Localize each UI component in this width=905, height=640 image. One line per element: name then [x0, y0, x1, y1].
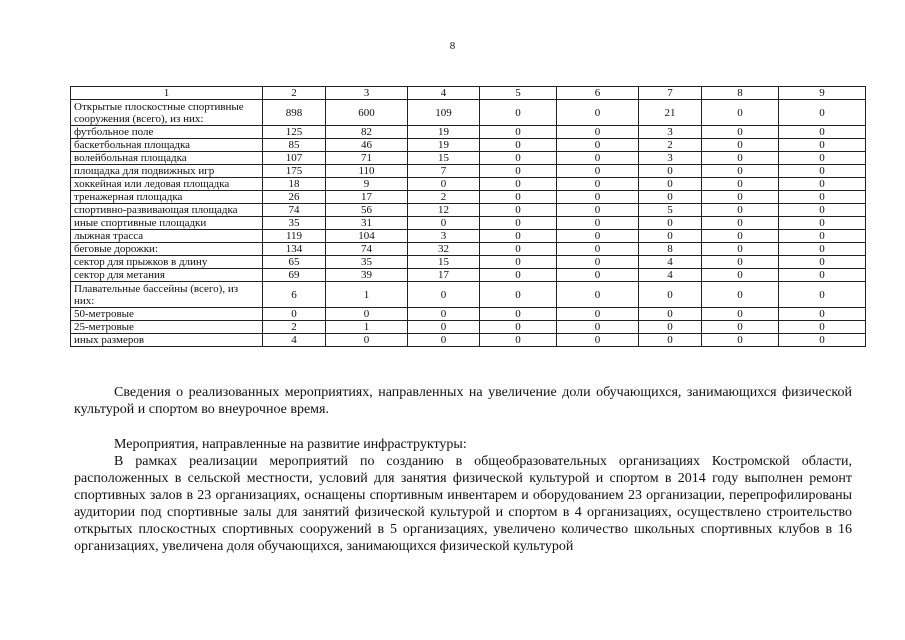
value-cell: 0	[480, 204, 557, 217]
value-cell: 0	[480, 334, 557, 347]
value-cell: 0	[639, 230, 702, 243]
value-cell: 0	[480, 230, 557, 243]
row-label: площадка для подвижных игр	[71, 165, 263, 178]
header-cell: 4	[408, 87, 480, 100]
table-row	[71, 256, 866, 269]
table-row	[71, 191, 866, 204]
value-cell: 0	[408, 178, 480, 191]
header-cell: 6	[557, 87, 639, 100]
value-cell: 6	[263, 282, 326, 308]
value-cell: 0	[408, 282, 480, 308]
table-row	[71, 334, 866, 347]
sports-facilities-table	[70, 86, 866, 347]
infrastructure-section	[74, 436, 852, 555]
value-cell: 4	[639, 269, 702, 282]
value-cell: 119	[263, 230, 326, 243]
table-row	[71, 308, 866, 321]
row-label: 50-метровые	[71, 308, 263, 321]
value-cell: 21	[639, 100, 702, 126]
value-cell: 74	[326, 243, 408, 256]
value-cell: 0	[779, 126, 866, 139]
value-cell: 0	[639, 308, 702, 321]
value-cell: 65	[263, 256, 326, 269]
value-cell: 0	[702, 126, 779, 139]
value-cell: 0	[779, 204, 866, 217]
value-cell: 0	[480, 269, 557, 282]
value-cell: 0	[480, 256, 557, 269]
value-cell: 0	[557, 191, 639, 204]
value-cell: 0	[480, 100, 557, 126]
value-cell: 0	[557, 256, 639, 269]
value-cell: 8	[639, 243, 702, 256]
value-cell: 0	[702, 152, 779, 165]
value-cell: 35	[326, 256, 408, 269]
value-cell: 74	[263, 204, 326, 217]
value-cell: 0	[557, 243, 639, 256]
value-cell: 0	[557, 178, 639, 191]
value-cell: 0	[779, 230, 866, 243]
value-cell: 2	[263, 321, 326, 334]
value-cell: 0	[480, 139, 557, 152]
value-cell: 0	[408, 321, 480, 334]
row-label: футбольное поле	[71, 126, 263, 139]
value-cell: 85	[263, 139, 326, 152]
value-cell: 19	[408, 139, 480, 152]
value-cell: 56	[326, 204, 408, 217]
value-cell: 15	[408, 256, 480, 269]
value-cell: 0	[639, 191, 702, 204]
value-cell: 17	[326, 191, 408, 204]
row-label: 25-метровые	[71, 321, 263, 334]
row-label: баскетбольная площадка	[71, 139, 263, 152]
value-cell: 0	[639, 282, 702, 308]
value-cell: 0	[779, 321, 866, 334]
value-cell: 15	[408, 152, 480, 165]
value-cell: 1	[326, 282, 408, 308]
header-cell: 1	[71, 87, 263, 100]
value-cell: 0	[702, 178, 779, 191]
value-cell: 104	[326, 230, 408, 243]
header-cell: 8	[702, 87, 779, 100]
row-label: Открытые плоскостные спортивные сооружения (всего), из них:	[71, 100, 263, 126]
value-cell: 0	[557, 282, 639, 308]
table-row	[71, 243, 866, 256]
value-cell: 134	[263, 243, 326, 256]
value-cell: 1	[326, 321, 408, 334]
value-cell: 0	[639, 165, 702, 178]
row-label: тренажерная площадка	[71, 191, 263, 204]
value-cell: 31	[326, 217, 408, 230]
value-cell: 0	[557, 308, 639, 321]
value-cell: 110	[326, 165, 408, 178]
row-label: иные спортивные площадки	[71, 217, 263, 230]
value-cell: 0	[557, 126, 639, 139]
value-cell: 0	[480, 152, 557, 165]
value-cell: 82	[326, 126, 408, 139]
row-label: лыжная трасса	[71, 230, 263, 243]
value-cell: 125	[263, 126, 326, 139]
value-cell: 0	[779, 178, 866, 191]
value-cell: 0	[702, 256, 779, 269]
table-row	[71, 282, 866, 308]
row-label: сектор для метания	[71, 269, 263, 282]
value-cell: 3	[639, 126, 702, 139]
value-cell: 0	[480, 308, 557, 321]
value-cell: 0	[326, 334, 408, 347]
header-cell: 3	[326, 87, 408, 100]
value-cell: 0	[557, 334, 639, 347]
value-cell: 9	[326, 178, 408, 191]
value-cell: 0	[702, 191, 779, 204]
value-cell: 0	[779, 282, 866, 308]
paragraph-text: Сведения о реализованных мероприятиях, направленных на увеличение доли обучающихся, занимающихся физической культурой и спортом во внеурочное время.	[74, 385, 852, 417]
value-cell: 0	[639, 217, 702, 230]
value-cell: 0	[408, 334, 480, 347]
value-cell: 46	[326, 139, 408, 152]
row-label: Плавательные бассейны (всего), из них:	[71, 282, 263, 308]
value-cell: 0	[480, 217, 557, 230]
value-cell: 0	[702, 230, 779, 243]
value-cell: 5	[639, 204, 702, 217]
value-cell: 0	[702, 308, 779, 321]
value-cell: 0	[702, 100, 779, 126]
row-label: хоккейная или ледовая площадка	[71, 178, 263, 191]
value-cell: 0	[779, 334, 866, 347]
value-cell: 18	[263, 178, 326, 191]
value-cell: 0	[480, 165, 557, 178]
value-cell: 0	[779, 152, 866, 165]
value-cell: 0	[639, 334, 702, 347]
table-row	[71, 100, 866, 126]
value-cell: 0	[557, 100, 639, 126]
table-header-row	[71, 87, 866, 100]
value-cell: 32	[408, 243, 480, 256]
value-cell: 0	[639, 178, 702, 191]
value-cell: 0	[702, 282, 779, 308]
table-row	[71, 321, 866, 334]
table-row	[71, 230, 866, 243]
table-row	[71, 178, 866, 191]
value-cell: 0	[480, 243, 557, 256]
value-cell: 69	[263, 269, 326, 282]
value-cell: 4	[639, 256, 702, 269]
value-cell: 0	[408, 217, 480, 230]
row-label: волейбольная площадка	[71, 152, 263, 165]
value-cell: 26	[263, 191, 326, 204]
header-cell: 5	[480, 87, 557, 100]
value-cell: 7	[408, 165, 480, 178]
value-cell: 0	[557, 321, 639, 334]
table-row	[71, 152, 866, 165]
table-row	[71, 165, 866, 178]
value-cell: 0	[557, 269, 639, 282]
value-cell: 0	[702, 243, 779, 256]
value-cell: 2	[639, 139, 702, 152]
table-row	[71, 126, 866, 139]
value-cell: 0	[480, 321, 557, 334]
value-cell: 0	[408, 308, 480, 321]
value-cell: 0	[557, 152, 639, 165]
value-cell: 0	[702, 139, 779, 152]
table-row	[71, 269, 866, 282]
value-cell: 600	[326, 100, 408, 126]
value-cell: 0	[779, 139, 866, 152]
value-cell: 12	[408, 204, 480, 217]
value-cell: 175	[263, 165, 326, 178]
header-cell: 2	[263, 87, 326, 100]
summary-paragraph	[74, 384, 852, 418]
table-row	[71, 139, 866, 152]
value-cell: 0	[779, 100, 866, 126]
value-cell: 0	[480, 126, 557, 139]
value-cell: 0	[557, 139, 639, 152]
value-cell: 0	[779, 165, 866, 178]
value-cell: 2	[408, 191, 480, 204]
value-cell: 0	[480, 282, 557, 308]
value-cell: 0	[557, 217, 639, 230]
row-label: беговые дорожки:	[71, 243, 263, 256]
value-cell: 0	[779, 217, 866, 230]
table-row	[71, 204, 866, 217]
value-cell: 0	[779, 256, 866, 269]
value-cell: 39	[326, 269, 408, 282]
value-cell: 0	[557, 204, 639, 217]
page-number: 8	[449, 40, 456, 52]
value-cell: 19	[408, 126, 480, 139]
value-cell: 0	[702, 321, 779, 334]
paragraph-text: В рамках реализации мероприятий по созданию в общеобразовательных организациях Костромской области, расположенных в сельской местности, условий для занятия физической культурой и спортом в 2014 году выполнен ремонт спортивных залов в 23 организациях, оснащены спортивным инвентарем и оборудованием 23 организации, перепрофилированы аудитории под спортивные залы для занятий физической культурой и спортом в 4 организациях, осуществлено строительство открытых плоскостных спортивных сооружений в 5 организациях, увеличено количество школьных спортивных клубов в 16 организациях, увеличена доля обучающихся, занимающихся физической культурой	[74, 454, 852, 554]
value-cell: 0	[557, 230, 639, 243]
value-cell: 71	[326, 152, 408, 165]
value-cell: 0	[702, 334, 779, 347]
value-cell: 0	[702, 217, 779, 230]
value-cell: 0	[702, 269, 779, 282]
value-cell: 109	[408, 100, 480, 126]
value-cell: 35	[263, 217, 326, 230]
value-cell: 0	[480, 191, 557, 204]
value-cell: 898	[263, 100, 326, 126]
value-cell: 0	[326, 308, 408, 321]
value-cell: 4	[263, 334, 326, 347]
row-label: сектор для прыжков в длину	[71, 256, 263, 269]
value-cell: 0	[263, 308, 326, 321]
header-cell: 9	[779, 87, 866, 100]
row-label: спортивно-развивающая площадка	[71, 204, 263, 217]
value-cell: 0	[702, 204, 779, 217]
header-cell: 7	[639, 87, 702, 100]
section-heading: Мероприятия, направленные на развитие инфраструктуры:	[114, 437, 467, 452]
value-cell: 107	[263, 152, 326, 165]
value-cell: 3	[639, 152, 702, 165]
value-cell: 0	[557, 165, 639, 178]
value-cell: 0	[639, 321, 702, 334]
table-row	[71, 217, 866, 230]
value-cell: 3	[408, 230, 480, 243]
value-cell: 0	[779, 269, 866, 282]
value-cell: 0	[779, 191, 866, 204]
value-cell: 17	[408, 269, 480, 282]
value-cell: 0	[779, 308, 866, 321]
table-body	[71, 87, 866, 347]
value-cell: 0	[480, 178, 557, 191]
value-cell: 0	[779, 243, 866, 256]
value-cell: 0	[702, 165, 779, 178]
row-label: иных размеров	[71, 334, 263, 347]
